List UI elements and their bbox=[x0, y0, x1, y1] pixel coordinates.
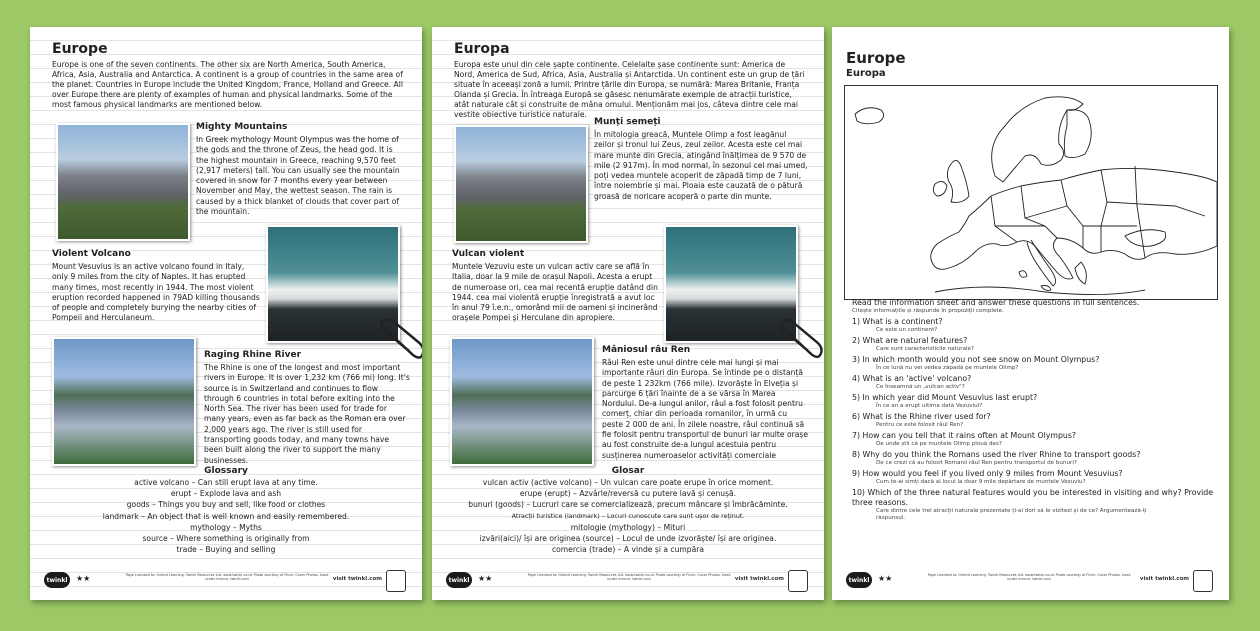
question: 4) What is an 'active' volcano? bbox=[852, 374, 972, 383]
glossary-item: vulcan activ (active volcano) – Un vulcan care poate erupe în orice moment. bbox=[482, 478, 774, 487]
question: 5) In which year did Mount Vesuvius last erupt? bbox=[852, 393, 1038, 402]
question: 9) How would you feel if you lived only 9 miles from Mount Vesuvius? bbox=[852, 469, 1123, 478]
glossary-item: landmark – An object that is well known and easily remembered. bbox=[102, 511, 350, 521]
worksheet-title: Europe bbox=[846, 49, 906, 67]
question-translation: Ce este un continent? bbox=[876, 327, 938, 333]
question-translation: Pentru ce este folosit râul Ren? bbox=[876, 422, 964, 428]
paperclip-icon bbox=[377, 317, 422, 363]
section-title-mountains: Munți semeți bbox=[594, 117, 661, 127]
europe-map-drawing bbox=[845, 86, 1217, 299]
glossary-item: bunuri (goods) – Lucruri care se comercializează, precum mâncare și îmbrăcăminte. bbox=[468, 500, 788, 510]
question-translation: Care dintre cele trei atracții naturale prezentate ți-ai dori să le vizitezi și de ce? Argumentează-ți răspunsul. bbox=[876, 508, 1147, 521]
footer-note: Page Licensed to: Oxford Learning. Twinkl Resources Ltd. www.twinkl.co.uk Photo courtesy of Flickr. Cover Photos. Used under licence, twinkl.com bbox=[527, 573, 731, 581]
section-title-river: Mâniosul râu Ren bbox=[602, 345, 691, 355]
page-footer bbox=[44, 572, 408, 590]
question-worksheet bbox=[832, 27, 1229, 600]
section-text-volcano: Muntele Vezuviu este un vulcan activ care se află în Italia, doar la 9 mile de orașul Napoli. Acesta a erupt de numeroase ori, cea mai recentă erupție datând din 1944. cea mai violentă erupție înregistrată a avut loc în anul 79 î.e.n., omorând mii de oameni și incinerând orașele Pompei și Herculane din apropiere. bbox=[452, 262, 658, 323]
question-translation: De unde știi că pe muntele Olimp plouă des? bbox=[876, 441, 1002, 447]
twinkl-logo: twinkl bbox=[44, 572, 70, 588]
glossary-item: trade – Buying and selling bbox=[176, 545, 276, 555]
glossary-item: goods – Things you buy and sell, like food or clothes bbox=[126, 500, 326, 510]
question: 10) Which of the three natural features would you be interested in visiting and why? Provide three reasons. bbox=[852, 488, 1214, 507]
page-title: Europe bbox=[52, 41, 108, 57]
rating-stars: ★★ bbox=[76, 574, 91, 583]
quality-badge-icon bbox=[1193, 570, 1213, 592]
section-text-mountains: In Greek mythology Mount Olympus was the home of the gods and the throne of Zeus, the head god. It is the highest mountain in Greece, reaching 9,570 feet (2,917 meters) tall. You can usually see the mountain covered in snow for 7 months every year between November and May, the wettest season. The rain is caused by a thick blanket of clouds that cover part of the mountain. bbox=[196, 135, 400, 217]
glossary-title: Glossary bbox=[204, 466, 248, 476]
glossary-item: comercia (trade) – A vinde și a cumpăra bbox=[551, 545, 705, 555]
question-translation: În ce lună nu vei vedea zăpadă pe muntele Olimp? bbox=[876, 365, 1019, 371]
glossary-item: erupt – Explode lava and ash bbox=[170, 489, 282, 499]
question: 2) What are natural features? bbox=[852, 336, 968, 345]
mountain-photo bbox=[56, 123, 190, 241]
europe-outline-map bbox=[844, 85, 1218, 300]
quality-badge-icon bbox=[386, 570, 406, 592]
question: 1) What is a continent? bbox=[852, 317, 943, 326]
question: 3) In which month would you not see snow on Mount Olympus? bbox=[852, 355, 1100, 364]
mountain-photo bbox=[454, 125, 588, 243]
glossary-item: mitologie (mythology) – Mituri bbox=[570, 522, 686, 532]
instruction: Read the information sheet and answer these questions in full sentences. bbox=[852, 298, 1140, 307]
question-list bbox=[852, 298, 1214, 524]
glossary-item: izvări(aici)/ își are originea (source) – Locul de unde izvorăște/ își are originea. bbox=[479, 534, 777, 544]
intro-text: Europe is one of the seven continents. The other six are North America, South America, Africa, Asia, Australia and Antarctica. A continent is a group of countries in the same area of the planet. Countries in Europe include the United Kingdom, France, Holland and Greece. All over Europe there are plenty of examples of human and physical landmarks. Some of the most famous physical landmarks are mentioned below. bbox=[52, 60, 403, 109]
worksheet-subtitle: Europa bbox=[846, 68, 886, 79]
river-photo bbox=[52, 337, 196, 466]
english-info-sheet bbox=[30, 27, 422, 600]
twinkl-logo: twinkl bbox=[846, 572, 872, 588]
section-title-river: Raging Rhine River bbox=[204, 350, 302, 360]
question: 8) Why do you think the Romans used the river Rhine to transport goods? bbox=[852, 450, 1141, 459]
glossary bbox=[452, 465, 804, 555]
section-text-river: The Rhine is one of the longest and most important rivers in Europe. It is over 1,232 km (766 mi) long. It's source is in Switzerland and continues to flow through 6 countries in total before exiting into the North Sea. The river has been used for trade for many years, even as far back as the Roman era over 2,000 years ago. The river is still used for transporting goods today, and many towns have been built along the river to support the many businesses. bbox=[204, 363, 410, 465]
page-title: Europa bbox=[454, 41, 510, 57]
question-translation: În ce an a erupt ultima dată Vezuviul? bbox=[876, 403, 983, 409]
question-translation: Ce înseamnă un „vulcan activ"? bbox=[876, 384, 965, 390]
section-text-volcano: Mount Vesuvius is an active volcano found in Italy, only 9 miles from the city of Naples. It has erupted many times, most recently in 1944. The most violent eruption recorded happened in 79AD killing thousands of people and completely burying the nearby cities of Pompeii and Herculaneum. bbox=[52, 262, 260, 323]
question-translation: Cum te-ai simți dacă ai locui la doar 9 mile depărtare de muntele Vezuviu? bbox=[876, 479, 1086, 485]
section-title-volcano: Violent Volcano bbox=[52, 249, 131, 259]
glossary-item: erupe (erupt) – Azvârle/reversă cu putere lavă și cenușă. bbox=[519, 489, 737, 499]
footer-note: Page Licensed to: Oxford Learning. Twinkl Resources Ltd. www.twinkl.co.uk Photo courtesy of Flickr. Cover Photos. Used under licence, twinkl.com bbox=[125, 573, 329, 581]
section-text-mountains: În mitologia greacă, Muntele Olimp a fost leagănul zeilor și tronul lui Zeus, zeul zeilor. Acesta este cel mai mare munte din Grecia, atingând înălțimea de 9 570 de mile (2 917m). În mod normal, în sezonul cel mai umed, poți vedea muntele acoperit de zăpadă timp de 7 luni, între noiembrie și mai. Ploaia este cauzată de o pătură groasă de noricare acoperă o parte din munte. bbox=[594, 130, 808, 201]
question-translation: De ce crezi că au folosit Romanii râul Ren pentru transportul de bunuri? bbox=[876, 460, 1077, 466]
question: 7) How can you tell that it rains often at Mount Olympus? bbox=[852, 431, 1077, 440]
river-photo bbox=[450, 337, 594, 466]
twinkl-logo: twinkl bbox=[446, 572, 472, 588]
glossary-title: Glosar bbox=[611, 466, 645, 476]
page-footer bbox=[446, 572, 810, 590]
romanian-info-sheet bbox=[432, 27, 824, 600]
glossary-item: active volcano – Can still erupt lava at any time. bbox=[134, 478, 318, 487]
glossary-item: Atracții turistice (landmark) – Locuri cunoscute care sunt ușor de reținut. bbox=[511, 511, 745, 520]
intro-text: Europa este unul din cele șapte continente. Celelalte șase continente sunt: America de Nord, America de Sud, Africa, Asia, Australia și Antarctida. Un continent este un grup de țări situate în aceeași zonă a lumii. Printre țările din Europa, se numără: Marea Britanie, Franța Olanda și Grecia. În întreaga Europă se găsesc nenumărate exemple de atracții turistice, atât naturale cât și construite de mâna omului. Menționăm mai jos, câteva dintre cele mai vestite obiective turistice naturale. bbox=[454, 60, 805, 119]
footer-note: Page Licensed to: Oxford Learning. Twinkl Resources Ltd. www.twinkl.co.uk Photo courtesy of Flickr. Cover Photos. Used under licence, twinkl.com bbox=[927, 573, 1131, 581]
rating-stars: ★★ bbox=[478, 574, 493, 583]
glossary bbox=[50, 465, 402, 555]
page-footer bbox=[846, 572, 1215, 590]
glossary-item: source – Where something is originally from bbox=[142, 534, 310, 544]
section-title-mountains: Mighty Mountains bbox=[196, 122, 288, 132]
quality-badge-icon bbox=[788, 570, 808, 592]
glossary-item: mythology – Myths bbox=[190, 522, 262, 532]
footer-url: visit twinkl.com bbox=[734, 576, 784, 582]
footer-url: visit twinkl.com bbox=[1139, 576, 1189, 582]
section-text-river: Râul Ren este unul dintre cele mai lungi și mai importante râuri din Europa. Se întinde pe o distanță de peste 1 232km (766 mile). Izvorăște în Elveția și parcurge 6 țări înainte de a se vărsa în Marea Nordului. De-a lungul anilor, râul a fost folosit pentru comerț, chiar din perioada romanilor, în urmă cu peste 2 000 de ani. În zilele noastre, râul continuă să fie folosit pentru transportul de bunuri iar multe orașe au fost construite de-a lungul acestuia pentru susținerea numeroaselor activități comerciale bbox=[602, 358, 808, 460]
section-title-volcano: Vulcan violent bbox=[452, 249, 525, 259]
rating-stars: ★★ bbox=[878, 574, 893, 583]
instruction-translation: Citește informațiile și răspunde în propoziții complete. bbox=[852, 308, 1004, 314]
question: 6) What is the Rhine river used for? bbox=[852, 412, 991, 421]
paperclip-icon bbox=[777, 317, 824, 363]
question-translation: Care sunt caracteristicile naturale? bbox=[876, 346, 974, 352]
footer-url: visit twinkl.com bbox=[332, 576, 382, 582]
